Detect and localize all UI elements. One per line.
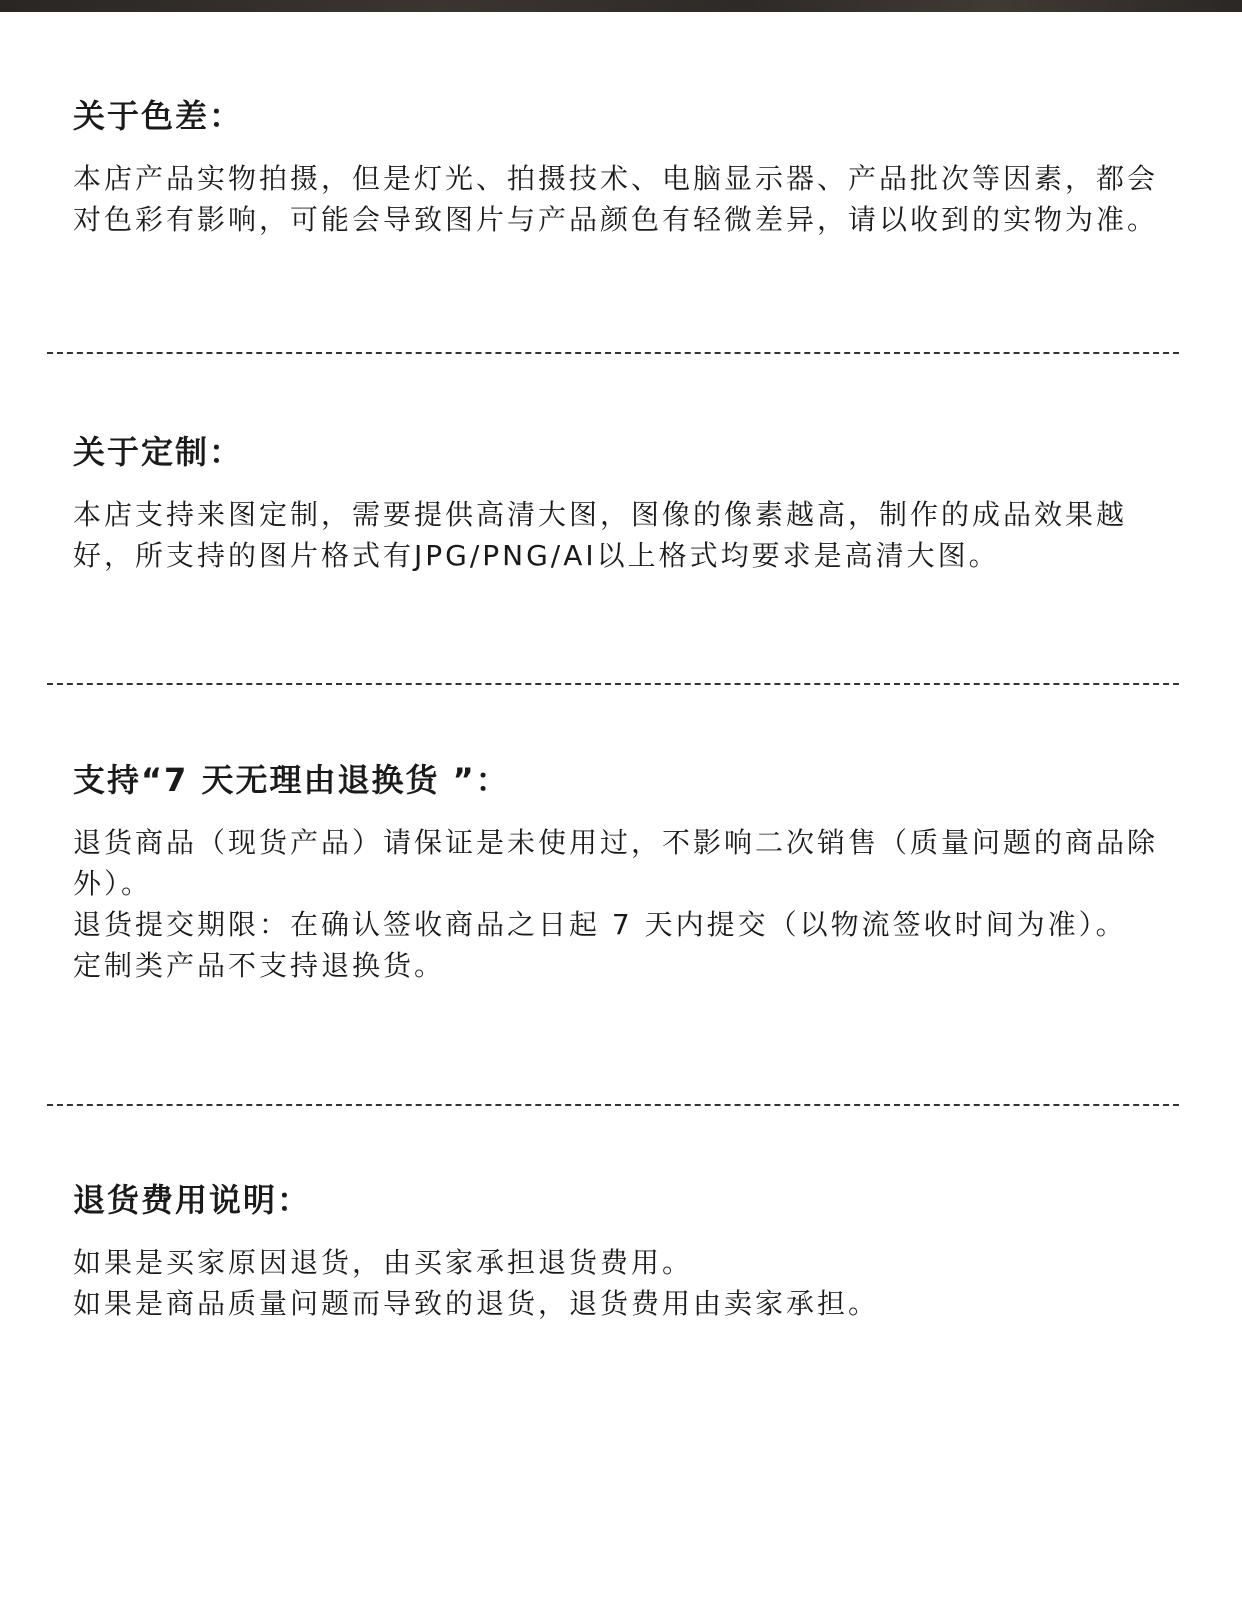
section-heading: 关于色差： [73, 97, 244, 135]
section-body [73, 158, 1183, 240]
top-image-strip [0, 0, 1242, 12]
paragraph: 如果是买家原因退货，由买家承担退货费用。 [73, 1246, 694, 1279]
section-heading: 关于定制： [73, 433, 244, 471]
paragraph: 退货商品（现货产品）请保证是未使用过，不影响二次销售（质量问题的商品除外）。 [73, 826, 1159, 900]
paragraph: 本店产品实物拍摄，但是灯光、拍摄技术、电脑显示器、产品批次等因素，都会对色彩有影响，可能会导致图片与产品颜色有轻微差异，请以收到的实物为准。 [73, 162, 1159, 236]
section-seven-day-returns [73, 758, 1183, 986]
section-return-fees [73, 1178, 1183, 1324]
section-body [73, 494, 1183, 576]
section-heading: 退货费用说明： [73, 1181, 312, 1219]
section-body [73, 822, 1183, 986]
section-body [73, 1242, 1183, 1324]
paragraph: 本店支持来图定制，需要提供高清大图，图像的像素越高，制作的成品效果越好，所支持的图片格式有JPG/PNG/AI以上格式均要求是高清大图。 [73, 498, 1128, 572]
dashed-divider [47, 683, 1179, 685]
section-customization [73, 430, 1183, 576]
section-heading: 支持“7 天无理由退换货 ”： [73, 761, 510, 799]
paragraph: 退货提交期限：在确认签收商品之日起 7 天内提交（以物流签收时间为准）。 [73, 908, 1127, 941]
paragraph: 如果是商品质量问题而导致的退货，退货费用由卖家承担。 [73, 1287, 880, 1320]
dashed-divider [47, 1104, 1179, 1106]
section-color-difference [73, 94, 1183, 240]
dashed-divider [47, 352, 1179, 354]
paragraph: 定制类产品不支持退换货。 [73, 949, 446, 982]
